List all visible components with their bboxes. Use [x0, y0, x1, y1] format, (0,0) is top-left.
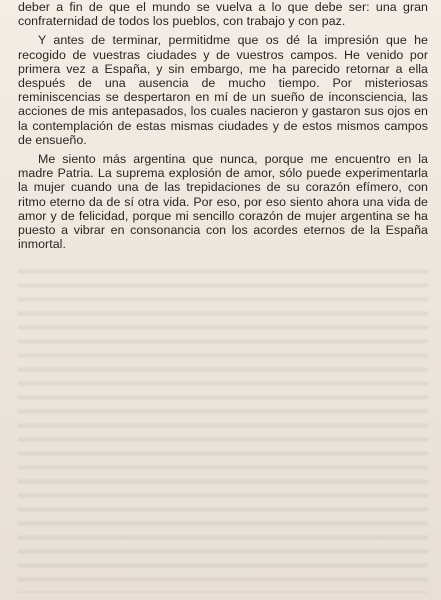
paragraph-2: Y antes de terminar, permitidme que os dé la impresión que he recogido de vuestras ciudades y de vuestros campos. He venido por primera vez a España, y sin embargo, me ha parecido retornar a ella después de una ausencia de mucho tiempo. Por misteriosas reminiscencias se despertaron en mí de un sueño de inconsciencia, las acciones de mis antepasados, los cuales nacieron y gastaron sus ojos en la contemplación de estas mismas ciudades y de estos mismos campos de ensueño.	[18, 33, 428, 147]
document-body	[18, 0, 428, 256]
reverse-side-bleed-through	[18, 263, 428, 593]
paragraph-1: deber a fin de que el mundo se vuelva a lo que debe ser: una gran confraternidad de todos los pueblos, con trabajo y con paz.	[18, 0, 428, 29]
paragraph-3: Me siento más argentina que nunca, porque me encuentro en la madre Patria. La suprema explosión de amor, sólo puede experimentarla la mujer cuando una de las trepidaciones de su corazón efímero, con ritmo eterno da de sí otra vida. Por eso, por eso siento ahora una vida de amor y de felicidad, porque mi sencillo corazón de mujer argentina se ha puesto a vibrar en consonancia con los acordes eternos de la España inmortal.	[18, 152, 428, 252]
